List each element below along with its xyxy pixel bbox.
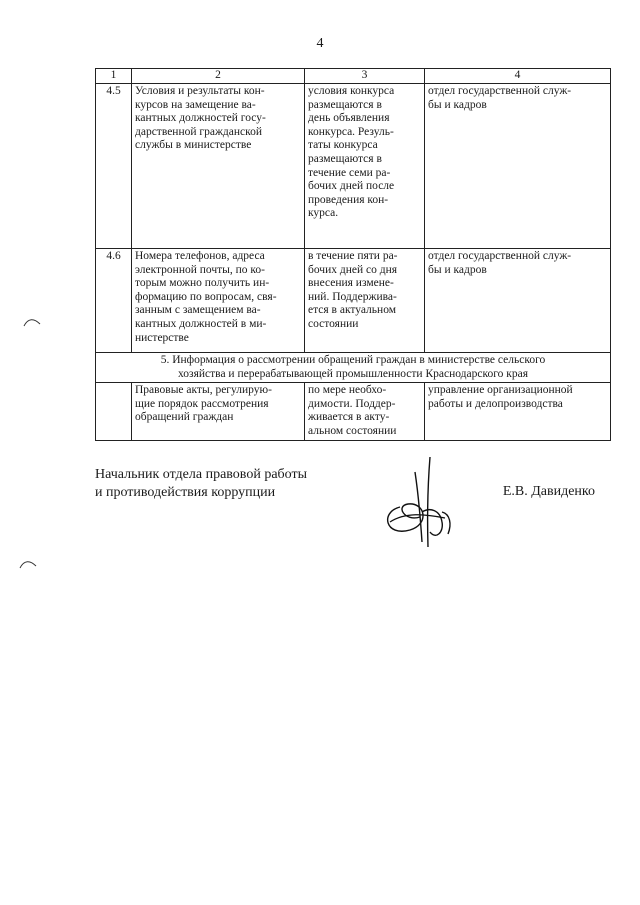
section-5-heading xyxy=(96,353,611,383)
header-cell: 4 xyxy=(425,69,611,84)
text-line: бы и кадров xyxy=(428,263,487,276)
text-line: отдел государственной служ- xyxy=(428,250,572,262)
text-line: 5. Информация о рассмотрении обращений граждан в министерстве сельского xyxy=(160,354,546,366)
text-line: таты конкурса xyxy=(308,139,378,152)
table-row xyxy=(96,84,611,249)
text-line: состоянии xyxy=(308,317,359,330)
row-number xyxy=(96,383,132,441)
scan-mark xyxy=(22,316,42,328)
text-line: ний. Поддержива- xyxy=(308,290,397,303)
text-line: по мере необхо- xyxy=(308,384,387,397)
text-line: внесения измене- xyxy=(308,277,394,290)
text-line: конкурса. Резуль- xyxy=(308,125,394,138)
text-line: отдел государственной служ- xyxy=(428,85,572,97)
cell-timing xyxy=(305,383,425,441)
cell-description xyxy=(132,383,305,441)
text-line: обращений граждан xyxy=(135,411,234,424)
text-line: торым можно получить ин- xyxy=(135,277,270,290)
header-cell: 3 xyxy=(305,69,425,84)
position-line: и противодействия коррупции xyxy=(95,485,276,500)
text-line: проведения кон- xyxy=(308,193,389,206)
text-line: бочих дней после xyxy=(308,180,395,193)
table-row xyxy=(96,383,611,441)
text-line: кантных должностей в ми- xyxy=(135,317,267,330)
signatory-name: Е.В. Давиденко xyxy=(502,484,595,499)
text-line: Номера телефонов, адреса xyxy=(135,250,265,262)
text-line: размещаются в xyxy=(308,98,382,111)
text-line: курсов на замещение ва- xyxy=(135,98,256,111)
text-line: димости. Поддер- xyxy=(308,397,396,410)
text-line: работы и делопроизводства xyxy=(428,397,563,410)
text-line: щие порядок рассмотрения xyxy=(135,397,269,410)
text-line: Условия и результаты кон- xyxy=(135,85,265,97)
text-line: день объявления xyxy=(308,112,390,125)
text-line: кантных должностей госу- xyxy=(135,112,266,125)
header-cell: 1 xyxy=(96,69,132,84)
text-line: занным с замещением ва- xyxy=(135,304,261,317)
text-line: нистерстве xyxy=(135,331,189,344)
section-row xyxy=(96,353,611,383)
cell-responsible xyxy=(425,84,611,249)
info-table xyxy=(95,68,611,441)
text-line: живается в акту- xyxy=(308,411,390,424)
row-number: 4.6 xyxy=(96,249,132,353)
cell-description xyxy=(132,84,305,249)
cell-timing xyxy=(305,249,425,353)
text-line: дарственной гражданской xyxy=(135,125,263,138)
position-line: Начальник отдела правовой работы xyxy=(95,467,307,482)
text-line: бочих дней со дня xyxy=(308,263,398,276)
header-cell: 2 xyxy=(132,69,305,84)
text-line: управление организационной xyxy=(428,384,573,397)
table-header-row xyxy=(96,69,611,84)
cell-description xyxy=(132,249,305,353)
text-line: службы в министерстве xyxy=(135,139,252,152)
text-line: размещаются в xyxy=(308,152,382,165)
cell-timing xyxy=(305,84,425,249)
signatory-position xyxy=(95,466,307,502)
cell-responsible xyxy=(425,249,611,353)
text-line: Правовые акты, регулирую- xyxy=(135,384,272,397)
row-number: 4.5 xyxy=(96,84,132,249)
table-row xyxy=(96,249,611,353)
text-line: течение семи ра- xyxy=(308,166,391,179)
handwritten-signature xyxy=(370,452,470,552)
text-line: условия конкурса xyxy=(308,85,395,97)
cell-responsible xyxy=(425,383,611,441)
text-line: курса. xyxy=(308,207,339,220)
text-line: формацию по вопросам, свя- xyxy=(135,290,277,303)
text-line: в течение пяти ра- xyxy=(308,250,398,262)
text-line: ется в актуальном xyxy=(308,304,397,317)
scan-mark xyxy=(18,558,38,570)
text-line: электронной почты, по ко- xyxy=(135,263,266,276)
text-line: хозяйства и перерабатывающей промышленности Краснодарского края xyxy=(178,367,528,380)
page-number: 4 xyxy=(316,36,324,51)
text-line: бы и кадров xyxy=(428,98,487,111)
text-line: альном состоянии xyxy=(308,424,397,437)
